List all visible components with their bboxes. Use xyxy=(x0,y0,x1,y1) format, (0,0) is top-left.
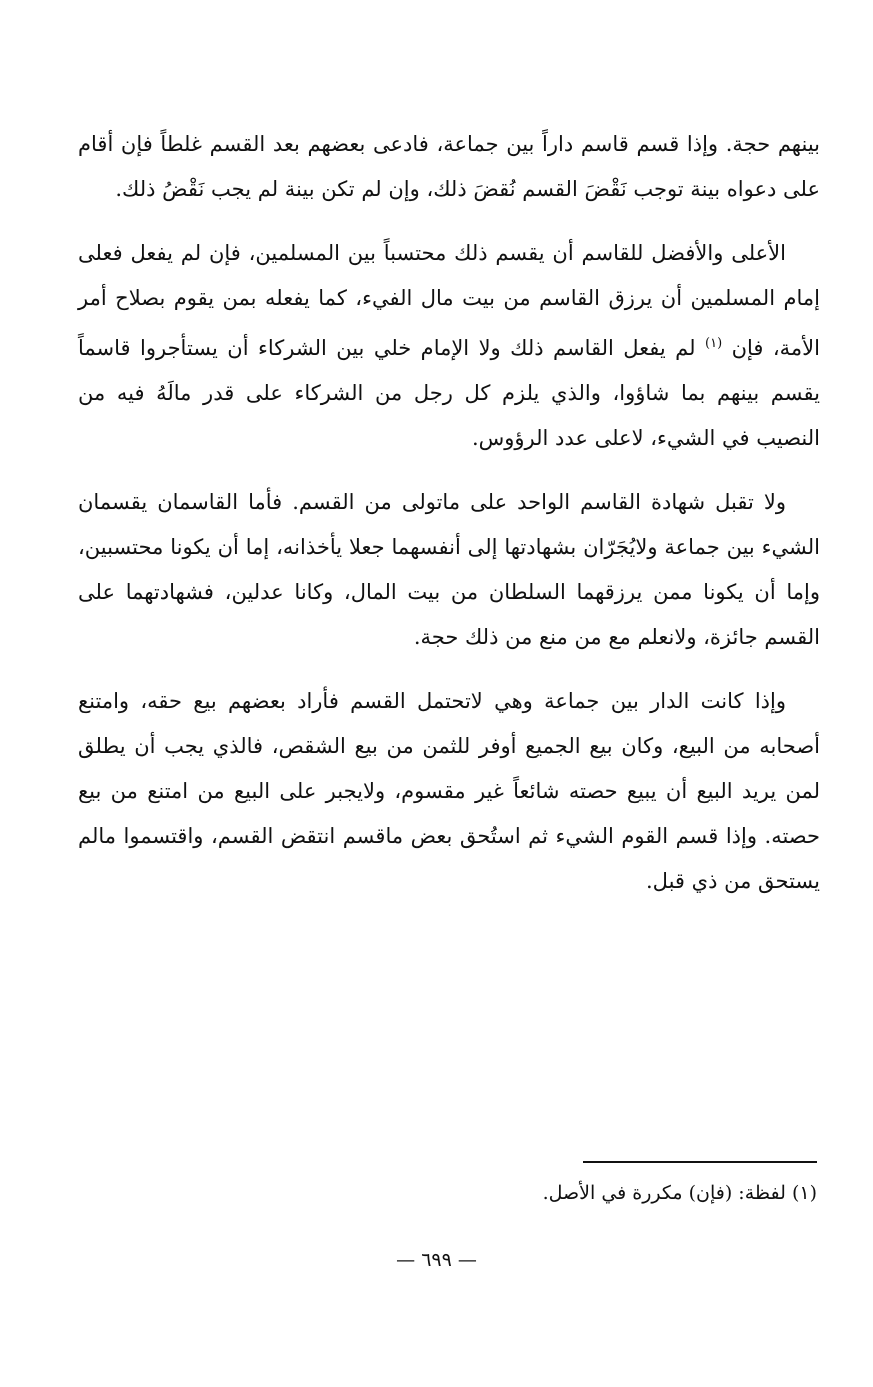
paragraph-2-text: الأعلى والأفضل للقاسم أن يقسم ذلك محتسباً بين المسلمين، فإن لم يفعل فعلى إمام المسلمين أن يرزق القاسم من بيت مال الفيء، كما يفعله بمن يقوم بصلاح أمر الأمة، xyxy=(78,241,820,360)
footnote-marker: (١) xyxy=(705,336,723,351)
footnote-number: (١) xyxy=(791,1182,817,1204)
body-text xyxy=(78,122,820,923)
paragraph-1: بينهم حجة. وإذا قسم قاسم داراً بين جماعة، فادعى بعضهم بعد القسم غلطاً فإن أقام على دعواه بينة توجب نَقْضَ القسم نُقضَ ذلك، وإن لم تكن بينة لم يجب نَقْضُ ذلك. xyxy=(78,132,820,201)
paragraph-2-continued: لم يفعل القاسم ذلك ولا الإمام خلي بين الشركاء أن يستأجروا قاسماً يقسم بينهم بما شاؤوا، والذي يلزم كل رجل من الشركاء على قدر مالَهُ فيه من النصيب في الشيء، لاعلى عدد الرؤوس. xyxy=(78,336,820,450)
paragraph-2 xyxy=(78,231,820,461)
paragraph-3: ولا تقبل شهادة القاسم الواحد على ماتولى من القسم. فأما القاسمان يقسمان الشيء بين جماعة ولايُجَرّان بشهادتها إلى أنفسهما جعلا يأخذانه، إما أن يكونا محتسبين، وإما أن يكونا ممن يرزقهما السلطان من بيت المال، وكانا عدلين، فشهادتهما على القسم جائزة، ولانعلم مع من منع من ذلك حجة. xyxy=(78,490,820,649)
footnote-divider xyxy=(583,1161,817,1163)
paragraph-4: وإذا كانت الدار بين جماعة وهي لاتحتمل القسم فأراد بعضهم بيع حقه، وامتنع أصحابه من البيع، وكان بيع الجميع أوفر للثمن من بيع الشقص، فالذي يجب أن يطلق لمن يريد البيع أن يبيع حصته شائعاً غير مقسوم، ولايجبر على البيع من امتنع من بيع حصته. وإذا قسم القوم الشيء ثم استُحق بعض ماقسم انتقض القسم، واقتسموا مالم يستحق من ذي قبل. xyxy=(78,689,820,893)
paragraph-2-lead: فإن xyxy=(731,336,764,360)
footnote-text: لفظة: (فإن) مكررة في الأصل. xyxy=(542,1182,786,1204)
footnote xyxy=(417,1178,817,1208)
page-number: — ٦٩٩ — xyxy=(396,1249,477,1271)
